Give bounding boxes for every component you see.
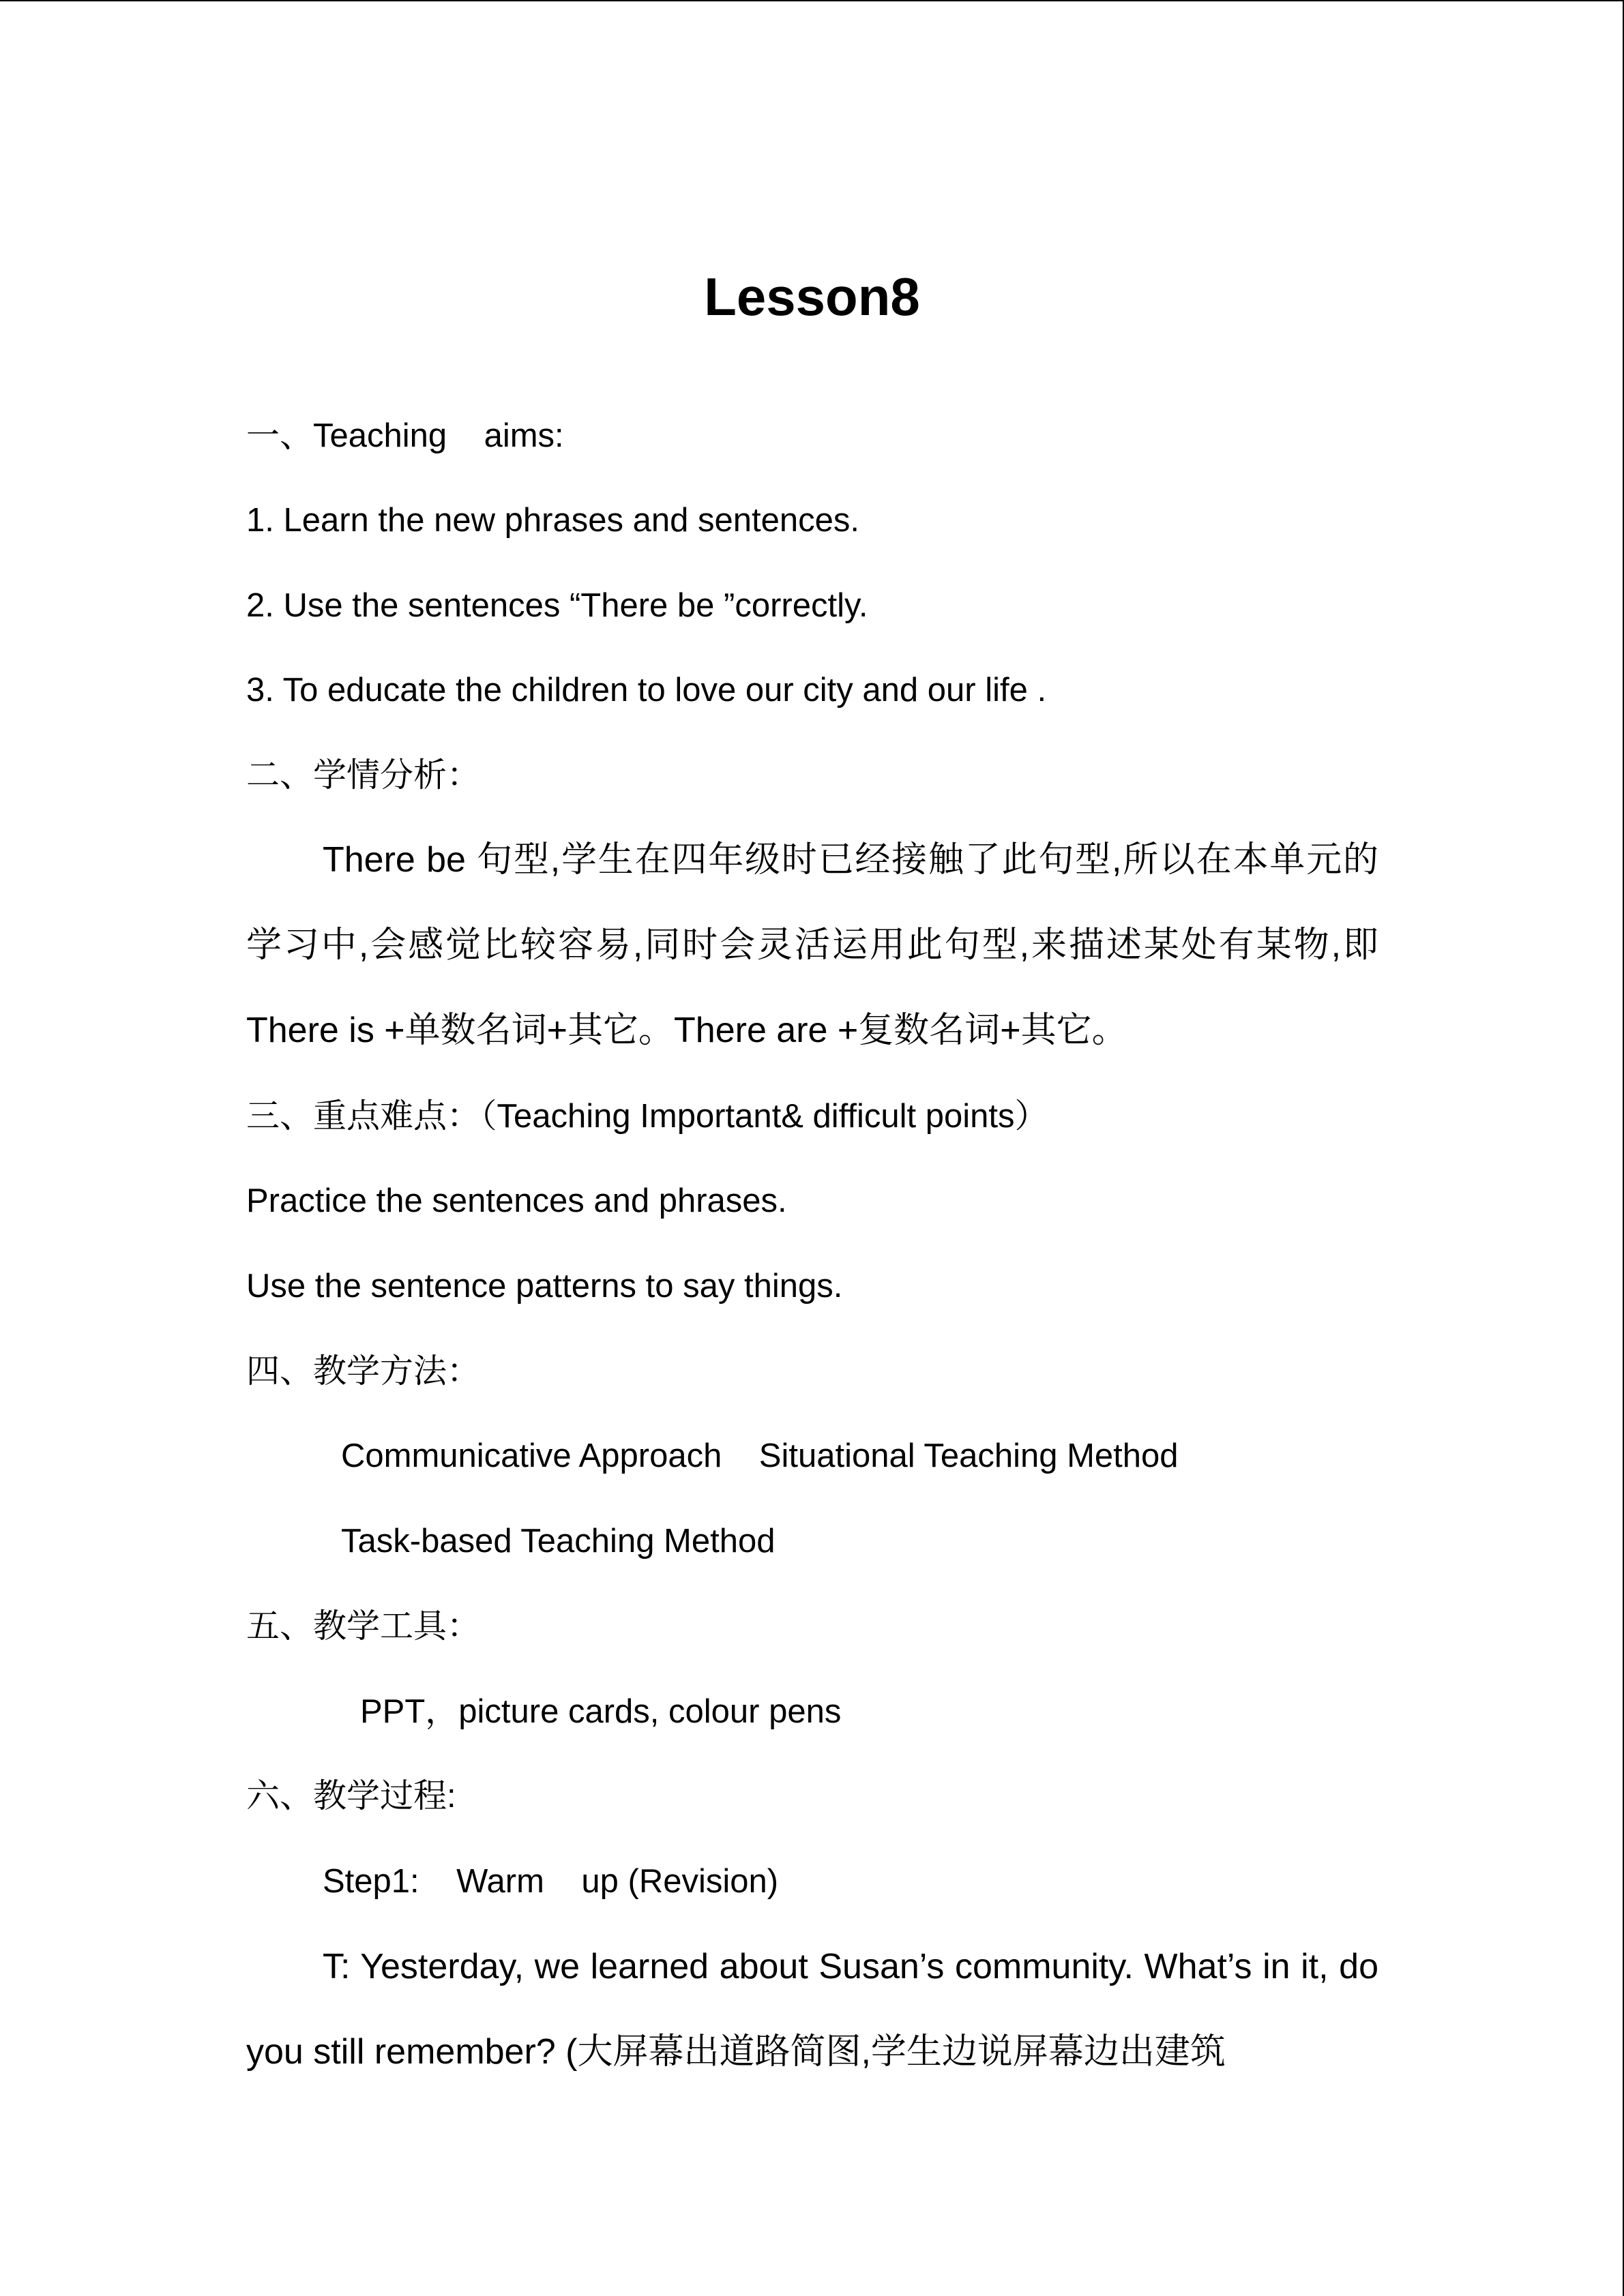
methods-item-1: Communicative Approach Situational Teaching Method — [341, 1437, 1179, 1474]
aims-item-2: 2. Use the sentences “There be ”correctly. — [246, 587, 868, 624]
methods-item-2: Task-based Teaching Method — [341, 1523, 776, 1560]
aims-heading: 一、Teaching aims: — [246, 417, 564, 454]
teacher-paragraph: T: Yesterday, we learned about Susan’s community. What’s in it, do you still remember? (大屏幕出道路简图,学生边说屏幕边出建筑 — [246, 1947, 1378, 2072]
analysis-paragraph: There be 句型,学生在四年级时已经接触了此句型,所以在本单元的学习中,会感觉比较容易,同时会灵活运用此句型,来描述某处有某物,即 There is +单数名词+其它。There are +复数名词+其它。 — [246, 840, 1378, 1050]
process-heading: 六、教学过程: — [246, 1778, 456, 1815]
key-points-item-1: Practice the sentences and phrases. — [246, 1182, 787, 1219]
key-points-item-2: Use the sentence patterns to say things. — [246, 1268, 843, 1304]
key-points-heading: 三、重点难点：（Teaching Important& difficult points） — [246, 1098, 1048, 1135]
aims-item-1: 1. Learn the new phrases and sentences. — [246, 502, 859, 539]
step1-label: Step1: Warm up (Revision) — [323, 1863, 779, 1900]
tools-heading: 五、教学工具： — [246, 1608, 481, 1645]
methods-heading: 四、教学方法： — [246, 1353, 481, 1390]
tools-text: PPT，picture cards, colour pens — [360, 1693, 842, 1730]
aims-item-3: 3. To educate the children to love our city and our life . — [246, 672, 1047, 709]
page-title: Lesson8 — [704, 267, 920, 327]
analysis-heading: 二、学情分析： — [246, 757, 481, 794]
